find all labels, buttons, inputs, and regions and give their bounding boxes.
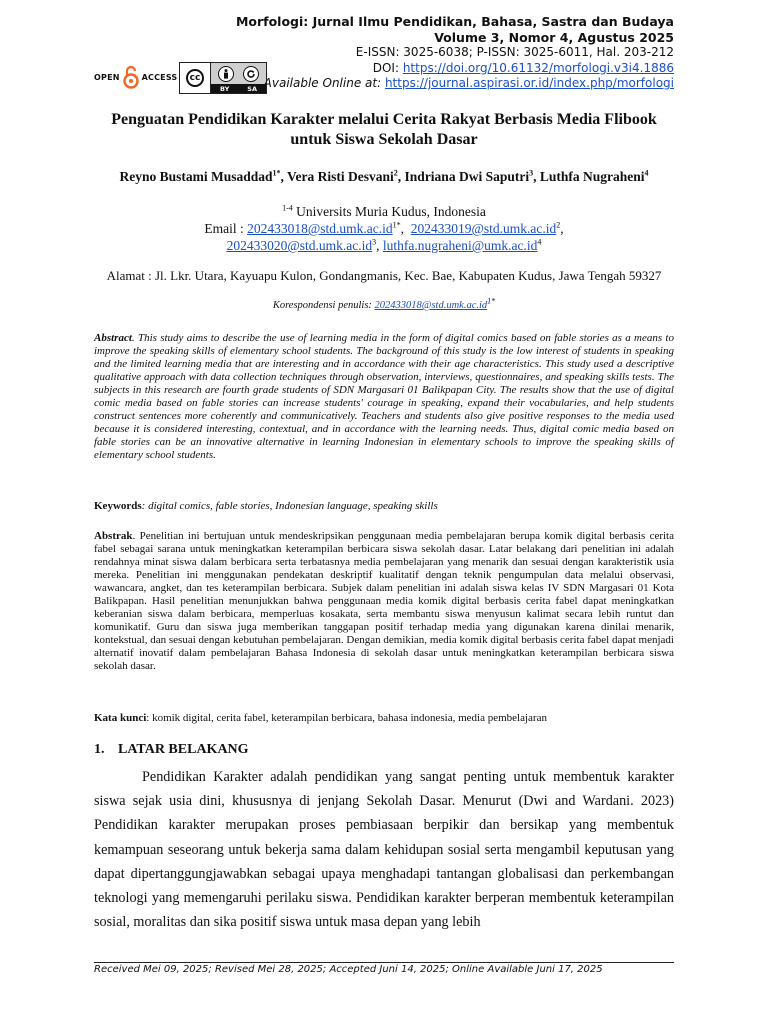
affiliation-sup: 1-4 bbox=[282, 203, 293, 213]
footer-dates: Received Mei 09, 2025; Revised Mei 28, 2025; Accepted Juni 14, 2025; Online Available Juni 17, 2025 bbox=[94, 964, 603, 975]
cc-sa-label: SA bbox=[247, 84, 257, 93]
abstract-indonesian bbox=[94, 530, 674, 673]
journal-doi bbox=[236, 61, 674, 77]
email-link-2[interactable]: 202433019@std.umk.ac.id bbox=[410, 221, 557, 236]
paper-title: Penguatan Pendidikan Karakter melalui Cerita Rakyat Berbasis Media Flibook untuk Siswa Sekolah Dasar bbox=[111, 111, 657, 148]
journal-header bbox=[236, 14, 674, 92]
keywords-indonesian-label: Kata kunci bbox=[94, 712, 147, 724]
available-label: Available Online at: bbox=[263, 76, 385, 90]
section-title: LATAR BELAKANG bbox=[118, 742, 249, 757]
attribution-icon bbox=[218, 66, 234, 82]
correspondence: Korespondensi penulis: $202433018@std.umk.ac.id^{1*}$ bbox=[272, 296, 496, 311]
body-paragraph: Pendidikan Karakter adalah pendidikan yang sangat penting untuk membentuk karakter siswa sejak usia dini, khususnya di jenjang Sekolah Dasar. Menurut (Dwi and Wardani. 2023) Pendidikan karakter merupakan proses pembiasaan berpikir dan bersikap yang membentuk kemampuan seseorang untuk bekerja sama dalam kehidupan sosial serta mengambil keputusan yang dapat dipertanggungjawabkan sebagai upaya menghadapi tantangan globalisasi dan perkembangan teknologi yang memengaruhi perilaku siswa. Pendidikan karakter berperan membentuk keterampilan sosial, moralitas dan sika positif siswa untuk masa depan yang lebih bbox=[94, 769, 674, 931]
journal-url-link[interactable]: https://journal.aspirasi.or.id/index.php/morfologi bbox=[384, 76, 674, 90]
open-access-logo bbox=[94, 64, 177, 90]
affiliation-block: $^{1-4}$ Universits Muria Kudus, Indonesia Email : $202433018@std.umk.ac.id^{1*}$, $202433019@std.umk.ac.id^2$, $202433020@std.umk.ac.id^3$, $luthfa.nugraheni@umk.ac.id^4$ bbox=[204, 203, 564, 253]
body-text bbox=[94, 765, 674, 934]
address: Alamat : Jl. Lkr. Utara, Kayuapu Kulon, Gondangmanis, Kec. Bae, Kabupaten Kudus, Jawa Tengah 59327 bbox=[106, 268, 662, 283]
open-access-right: ACCESS bbox=[141, 72, 178, 82]
section-heading bbox=[94, 742, 249, 758]
journal-name: Morfologi: Jurnal Ilmu Pendidikan, Bahasa, Sastra dan Budaya bbox=[235, 14, 674, 29]
journal-availability bbox=[236, 76, 674, 92]
cc-by-label: BY bbox=[219, 84, 230, 93]
section-number: 1. bbox=[94, 742, 105, 757]
abstract-indonesian-text: . Penelitian ini bertujuan untuk mendeskripsikan penggunaan media pembelajaran berupa komik digital berbasis cerita fabel sebagai sarana untuk meningkatkan keterampilan berbicara siswa sekolah dasar. Latar belakang dari penelitian ini adalah rendahnya minat siswa dalam berbicara serta terbatasnya media pembelajaran yang menarik dan sesuai dengan karakteristik usia mereka. Penelitian ini menggunakan pendekatan deskriptif kualitatif dengan teknik pengumpulan data melalui observasi, wawancara, angket, dan tes keterampilan berbicara. Subjek dalam penelitian ini adalah siswa kelas IV SDN Margasari 01 Kota Balikpapan. Hasil penelitian menunjukkan bahwa penggunaan media komik digital berbasis cerita fabel dapat meningkatkan keberanian siswa dalam berbicara, memperluas kosakata, serta membantu siswa menyusun kalimat secara lebih runtut dan komunikatif. Guru dan siswa juga memberikan tanggapan positif terhadap media yang digunakan karena dinilai menarik, kontekstual, dan sesuai dengan kebutuhan pembelajaran. Dengan demikian, media komik digital berbasis cerita fabel dapat menjadi alternatif inovatif dalam pembelajaran Bahasa Indonesia di sekolah dasar untuk meningkatkan keterampilan berbicara siswa sekolah dasar. bbox=[94, 530, 674, 672]
keywords-english-text: : digital comics, fable stories, Indonesian language, speaking skills bbox=[141, 500, 438, 512]
author-4: , Luthfa Nugraheni bbox=[533, 169, 645, 184]
abstract-indonesian-label: Abstrak bbox=[94, 530, 133, 542]
abstract-english bbox=[94, 332, 674, 462]
email-label: Email : bbox=[204, 221, 248, 236]
abstract-english-text: . This study aims to describe the use of learning media in the form of digital comics based on fable stories as a means to improve the speaking skills of elementary school students. The background of this study is the low interest of students in speaking and the limited learning media that are interesting and in accordance with their age characteristics. This study used a descriptive qualitative approach with data collection techniques through observation, interviews, questionnaires, and speaking skills tests. The subjects in this research are fourth grade students of SDN Margasari 01 Balikpapan City. The results show that the use of digital comic media based on fable stories can increase students' courage in speaking, expand their vocabularies, and help students construct sentences more coherently and communicatively. Teachers and students also give positive responses to the media used because it is considered interesting, contextual, and in accordance with the learning needs. Thus, digital comic media based on fable stories can be an innovative alternative in learning Indonesian in elementary schools to improve the speaking skills of elementary school students. bbox=[94, 332, 674, 461]
email-link-3[interactable]: 202433020@std.umk.ac.id bbox=[226, 238, 373, 253]
keywords-english-label: Keywords bbox=[94, 500, 142, 512]
author-1: Reyno Bustami Musaddad bbox=[119, 169, 273, 184]
author-3: , Indriana Dwi Saputri bbox=[397, 169, 530, 184]
journal-volume: Volume 3, Nomor 4, Agustus 2025 bbox=[434, 29, 674, 45]
author-2: , Vera Risti Desvani bbox=[280, 169, 394, 184]
keywords-indonesian bbox=[94, 712, 674, 725]
doi-link[interactable]: https://doi.org/10.61132/morfologi.v3i4.1886 bbox=[402, 60, 674, 75]
cc-icon: cc bbox=[186, 69, 204, 87]
doi-label: DOI: bbox=[372, 60, 403, 75]
footer-rule bbox=[94, 962, 674, 963]
journal-issn: E-ISSN: 3025-6038; P-ISSN: 3025-6011, Hal. 203-212 bbox=[355, 45, 674, 59]
open-access-left: OPEN bbox=[94, 72, 120, 82]
author-list: Reyno Bustami Musaddad$^{1*}$, Vera Risti Desvani$^2$, Indriana Dwi Saputri$^3$, Luthfa Nugraheni$^4$ bbox=[119, 168, 649, 184]
keywords-indonesian-text: : komik digital, cerita fabel, keterampilan berbicara, bahasa indonesia, media pembelajaran bbox=[146, 712, 547, 724]
keywords-english bbox=[94, 500, 674, 513]
abstract-english-label: Abstract bbox=[94, 332, 132, 344]
email-link-1[interactable]: 202433018@std.umk.ac.id bbox=[247, 221, 393, 236]
email-link-4[interactable]: luthfa.nugraheni@umk.ac.id bbox=[382, 238, 538, 253]
open-access-lock-icon bbox=[122, 65, 140, 89]
cc-logo bbox=[180, 63, 211, 93]
correspondence-label: Korespondensi penulis: bbox=[272, 300, 375, 311]
correspondence-email-link[interactable]: 202433018@std.umk.ac.id bbox=[374, 300, 488, 311]
affiliation-name: Universits Muria Kudus, Indonesia bbox=[292, 204, 486, 219]
